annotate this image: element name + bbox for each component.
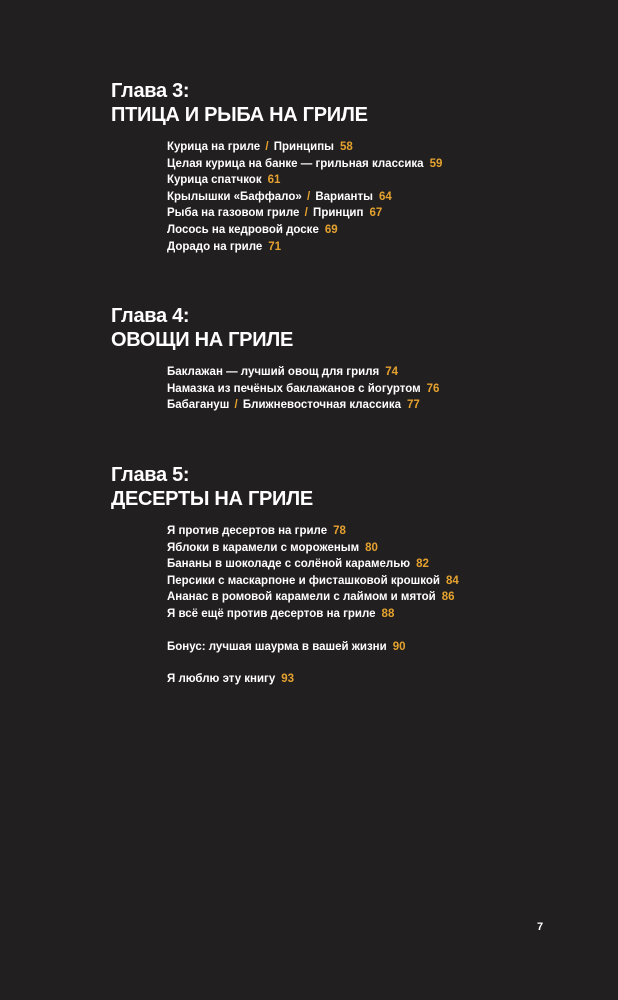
- entry-list: [111, 139, 591, 255]
- entry-page-number: 93: [281, 673, 295, 686]
- entry-subtitle: Принцип: [313, 207, 364, 220]
- chapter-title: ПТИЦА И РЫБА НА ГРИЛЕ: [111, 104, 368, 126]
- toc-entry: [167, 556, 591, 573]
- entry-title: Лосось на кедровой доске: [167, 223, 319, 236]
- entry-title: Намазка из печёных баклажанов с йогуртом: [167, 382, 421, 395]
- toc-entry: [167, 671, 591, 688]
- toc-entry: [167, 156, 591, 173]
- toc-entry: [167, 589, 591, 606]
- entry-title: Курица на гриле: [167, 141, 261, 153]
- entry-title: Ананас в ромовой карамели с лаймом и мятой: [167, 591, 436, 604]
- entry-page-number: 69: [324, 223, 338, 236]
- toc-entry: [167, 189, 591, 206]
- entry-page-number: 82: [416, 558, 429, 571]
- entry-title: Бонус: лучшая шаурма в вашей жизни: [167, 640, 387, 653]
- entry-title: Я всё ещё против десертов на гриле: [167, 607, 376, 620]
- entry-page-number: 88: [381, 607, 395, 620]
- entry-page-number: 74: [385, 366, 399, 378]
- entry-page-number: 59: [429, 157, 443, 170]
- entry-separator: /: [234, 399, 238, 412]
- entry-title: Я против десертов на гриле: [167, 525, 328, 537]
- chapter-title: ДЕСЕРТЫ НА ГРИЛЕ: [111, 488, 313, 510]
- entry-page-number: 61: [267, 174, 281, 187]
- toc-entry: [167, 222, 591, 239]
- toc-entry: [167, 172, 591, 189]
- entry-page-number: 77: [406, 399, 420, 412]
- entry-page-number: 58: [339, 141, 353, 153]
- toc-entry: [167, 540, 591, 557]
- entry-title: Яблоки в карамели с мороженым: [167, 541, 360, 554]
- entry-list: [111, 523, 591, 688]
- entry-list: [111, 364, 591, 414]
- entry-subtitle: Принципы: [273, 141, 334, 153]
- entry-separator: /: [265, 141, 269, 153]
- entry-page-number: 67: [369, 207, 383, 220]
- entry-spacer: [167, 623, 591, 639]
- entry-subtitle: Ближневосточная классика: [242, 399, 401, 412]
- toc-entry: [167, 381, 591, 398]
- entry-title: Бабагануш: [167, 399, 230, 412]
- page-number: 7: [537, 921, 544, 933]
- toc-entry: [167, 397, 591, 414]
- toc-entry: [167, 639, 591, 656]
- entry-title: Целая курица на банке — грильная классика: [167, 157, 424, 170]
- entry-page-number: 80: [365, 541, 378, 554]
- chapter-heading: Глава 5:: [111, 464, 190, 486]
- entry-page-number: 71: [268, 240, 282, 253]
- chapter-5: [111, 463, 591, 688]
- chapter-4: [111, 304, 591, 414]
- toc-entry: [167, 364, 591, 381]
- toc-entry: [167, 239, 591, 256]
- chapter-title: ОВОЩИ НА ГРИЛЕ: [111, 329, 294, 351]
- entry-spacer: [167, 655, 591, 671]
- entry-separator: /: [304, 207, 308, 220]
- toc-entry: [167, 606, 591, 623]
- entry-page-number: 90: [392, 640, 406, 653]
- chapter-heading: Глава 4:: [111, 305, 190, 327]
- entry-title: Баклажан — лучший овощ для гриля: [167, 366, 380, 378]
- entry-page-number: 76: [426, 382, 440, 395]
- entry-page-number: 64: [378, 190, 392, 203]
- chapter-heading: Глава 3:: [111, 80, 190, 102]
- entry-title: Рыба на газовом гриле: [167, 207, 300, 220]
- entry-page-number: 78: [333, 525, 346, 537]
- entry-title: Я люблю эту книгу: [167, 673, 276, 686]
- entry-title: Бананы в шоколаде с солёной карамелью: [167, 558, 411, 571]
- toc-entry: [167, 523, 591, 540]
- entry-title: Персики с маскарпоне и фисташковой крошкой: [167, 574, 440, 587]
- toc-entry: [167, 139, 591, 156]
- entry-title: Дорадо на гриле: [167, 240, 263, 253]
- chapter-3: [111, 79, 591, 255]
- entry-subtitle: Варианты: [315, 190, 373, 203]
- entry-separator: /: [306, 190, 311, 203]
- toc-entry: [167, 205, 591, 222]
- toc-entry: [167, 573, 591, 590]
- entry-page-number: 86: [441, 591, 455, 604]
- entry-page-number: 84: [445, 574, 459, 587]
- entry-title: Крылышки «Баффало»: [167, 190, 302, 203]
- entry-title: Курица спатчкок: [167, 174, 262, 187]
